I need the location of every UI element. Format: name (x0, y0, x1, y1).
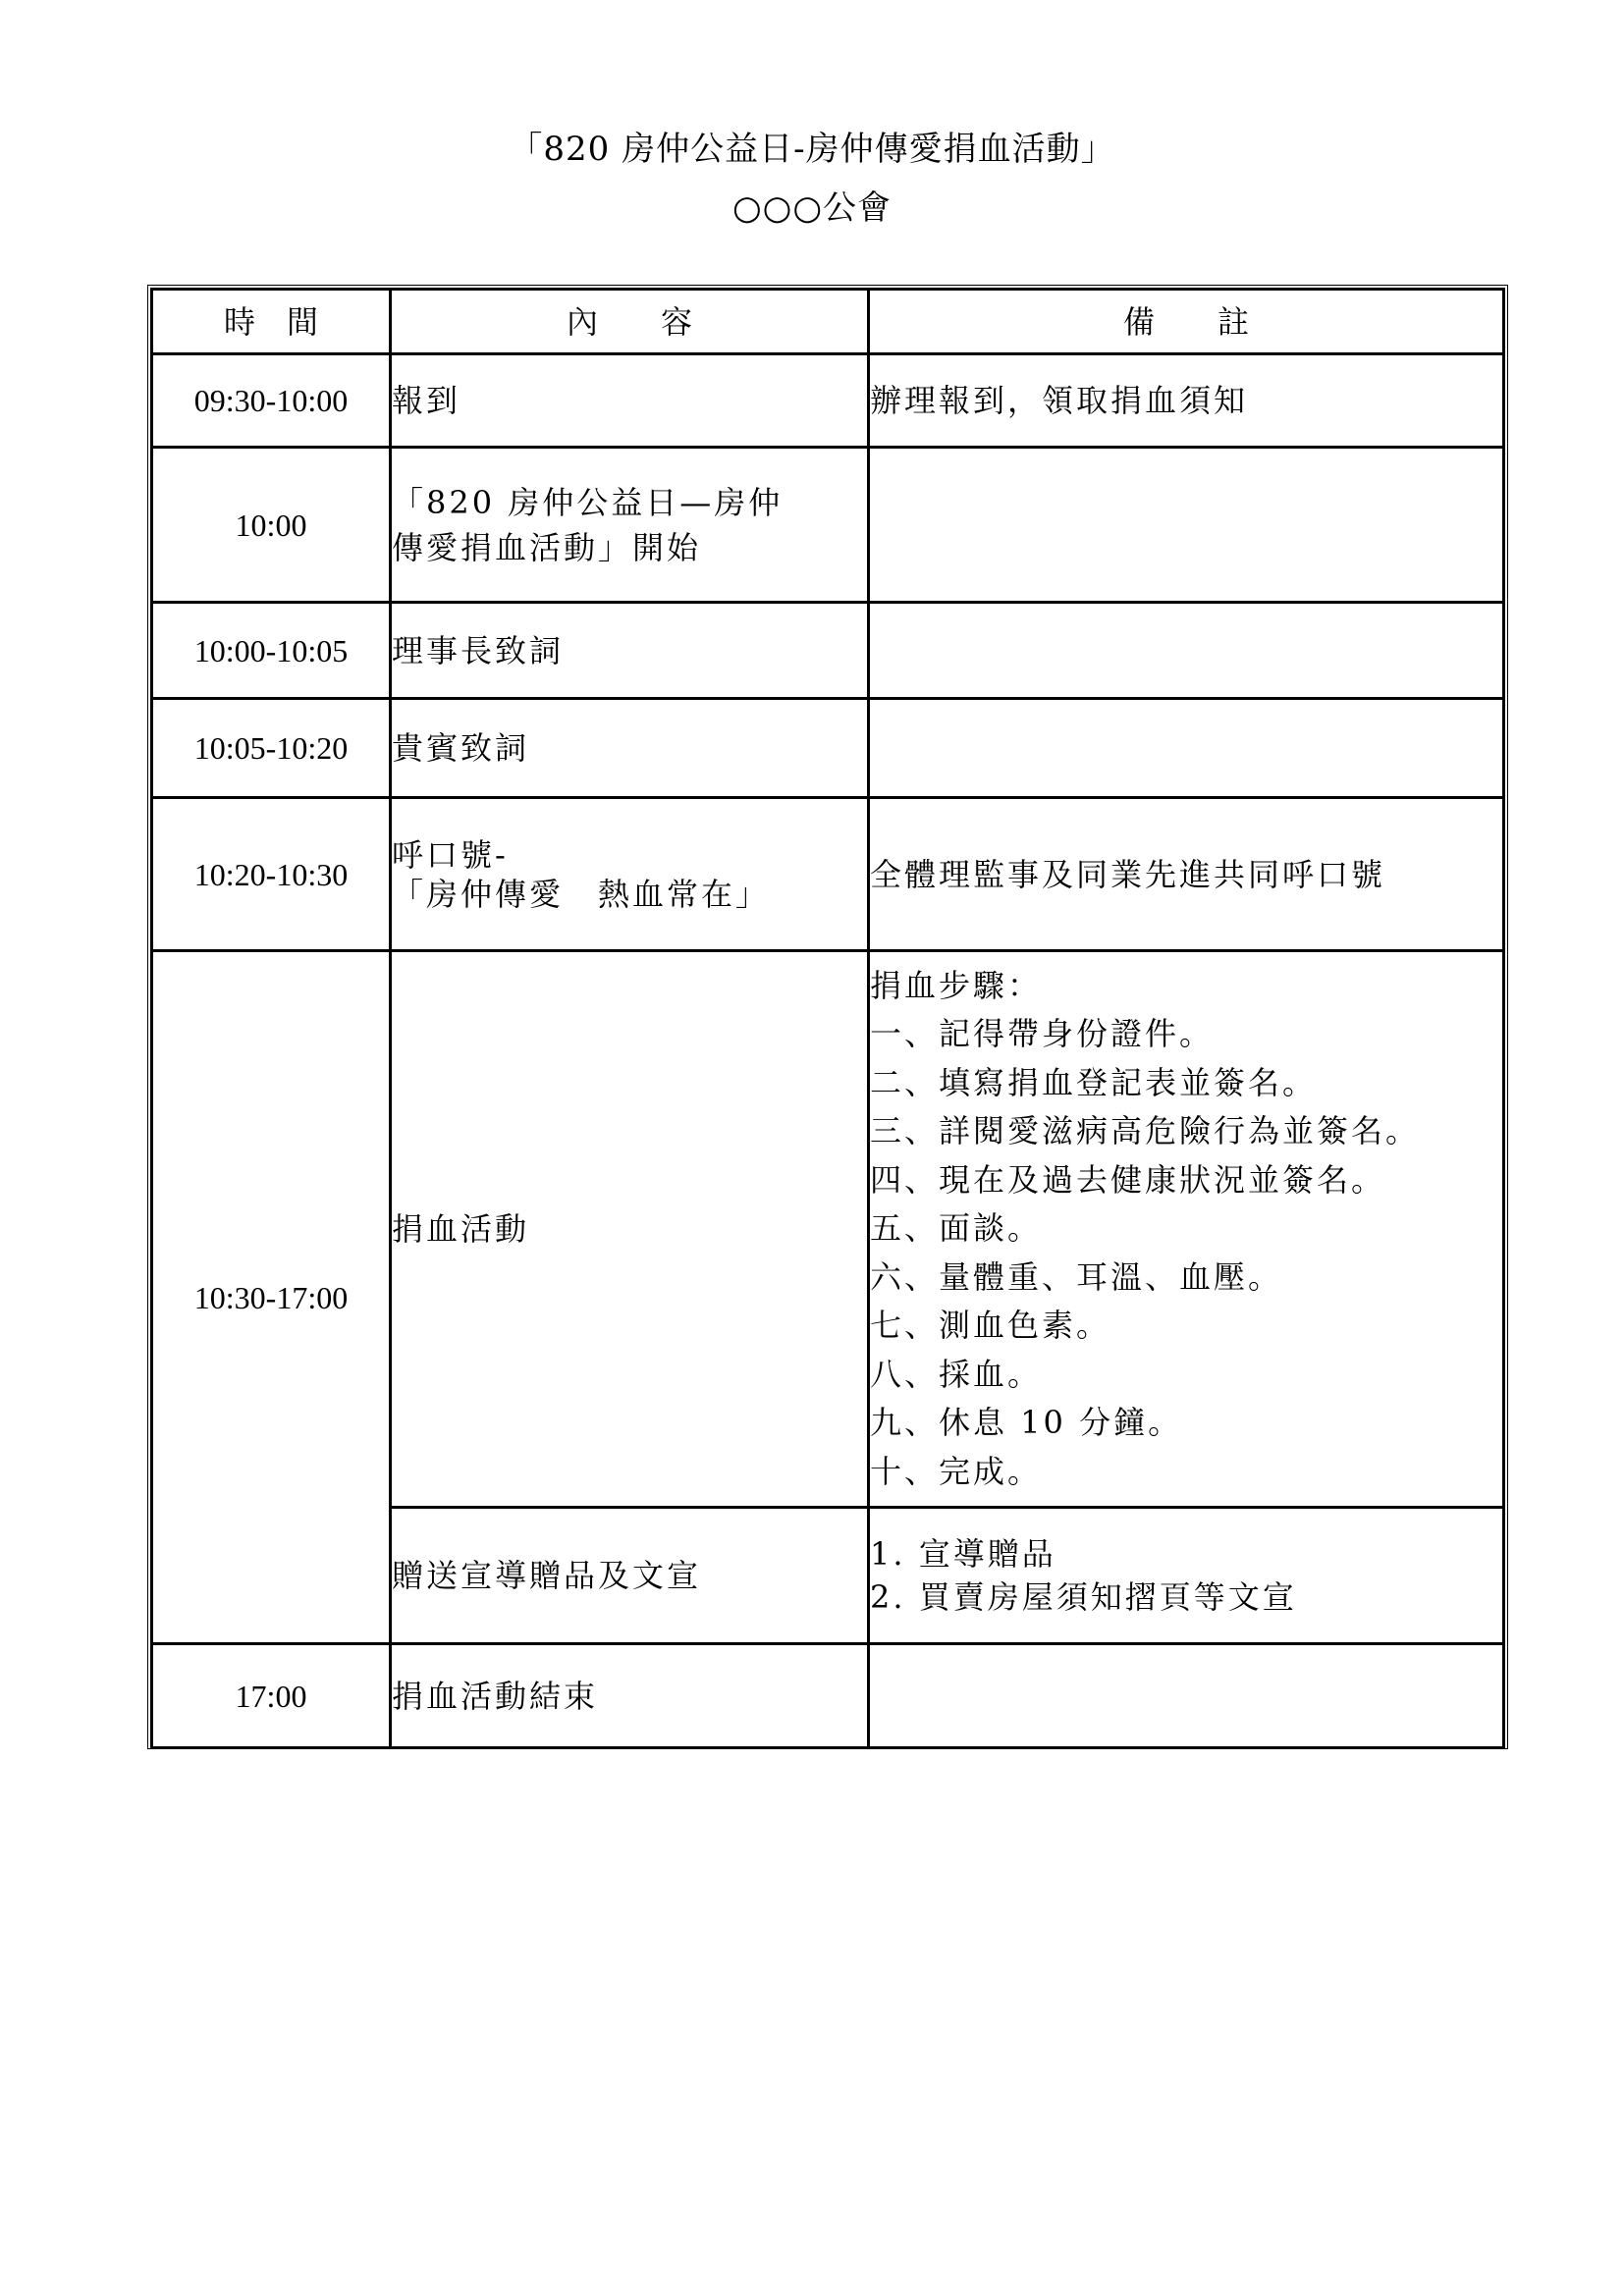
content-cell (391, 448, 869, 603)
step-item: 六、量體重、耳溫、血壓。 (870, 1257, 1283, 1296)
table-row (152, 1644, 1504, 1748)
time-cell: 10:00 (152, 448, 391, 603)
content-cell (391, 603, 869, 699)
note-text: 1. 宣導贈品 (870, 1535, 1056, 1573)
schedule-table-frame (147, 285, 1508, 1749)
note-text: 全體理監事及同業先進共同呼口號 (870, 855, 1386, 893)
note-cell (869, 448, 1504, 603)
note-text: 辦理報到，領取捐血須知 (870, 382, 1249, 419)
content-text: 呼口號- (392, 835, 509, 874)
content-text: 貴賓致詞 (392, 729, 530, 767)
step-item: 八、採血。 (870, 1355, 1043, 1393)
table-header-row (152, 290, 1504, 354)
organizer-name: ○○○公會 (731, 188, 892, 228)
step-item: 九、休息 10 分鐘。 (870, 1404, 1183, 1442)
table-row (152, 448, 1504, 603)
time-cell: 10:00-10:05 (152, 603, 391, 699)
content-text: 「房仲傳愛 熱血常在」 (392, 875, 771, 913)
schedule-table (150, 288, 1505, 1749)
donation-steps-cell (869, 951, 1504, 1508)
time-cell: 09:30-10:00 (152, 354, 391, 448)
content-cell (391, 951, 869, 1508)
note-text: 2. 買賣房屋須知摺頁等文宣 (870, 1578, 1297, 1616)
content-text: 捐血活動 (392, 1210, 530, 1248)
header-content: 內 容 (391, 290, 869, 354)
content-cell (391, 699, 869, 798)
content-text: 傳愛捐血活動」開始 (392, 528, 702, 566)
note-cell (869, 1508, 1504, 1644)
step-item: 五、面談。 (870, 1209, 1043, 1248)
content-text: 理事長致詞 (392, 631, 565, 669)
step-item: 一、記得帶身份證件。 (870, 1015, 1215, 1053)
steps-heading: 捐血步驟： (870, 966, 1043, 1004)
content-cell (391, 798, 869, 951)
table-row (152, 951, 1504, 1508)
note-cell (869, 354, 1504, 448)
time-cell: 17:00 (152, 1644, 391, 1748)
content-text: 捐血活動結束 (392, 1677, 599, 1715)
content-text: 「820 房仲公益日—房仲 (392, 483, 784, 521)
content-text: 贈送宣導贈品及文宣 (392, 1557, 702, 1594)
step-item: 七、測血色素。 (870, 1307, 1111, 1345)
step-item: 十、完成。 (870, 1452, 1043, 1490)
table-row (152, 354, 1504, 448)
time-cell: 10:05-10:20 (152, 699, 391, 798)
step-item: 三、詳閱愛滋病高危險行為並簽名。 (870, 1112, 1421, 1150)
time-cell: 10:30-17:00 (152, 951, 391, 1644)
note-cell (869, 603, 1504, 699)
step-item: 二、填寫捐血登記表並簽名。 (870, 1063, 1318, 1101)
header-note: 備 註 (869, 290, 1504, 354)
step-item: 四、現在及過去健康狀況並簽名。 (870, 1160, 1386, 1199)
content-cell (391, 1644, 869, 1748)
note-cell (869, 699, 1504, 798)
document-title: 「820 房仲公益日-房仲傳愛捐血活動」 (509, 130, 1115, 169)
time-cell: 10:20-10:30 (152, 798, 391, 951)
content-text: 報到 (392, 382, 461, 419)
note-cell (869, 1644, 1504, 1748)
table-row (152, 603, 1504, 699)
table-row (152, 798, 1504, 951)
table-row (152, 699, 1504, 798)
content-cell (391, 354, 869, 448)
content-cell (391, 1508, 869, 1644)
note-cell (869, 798, 1504, 951)
header-time: 時 間 (152, 290, 391, 354)
